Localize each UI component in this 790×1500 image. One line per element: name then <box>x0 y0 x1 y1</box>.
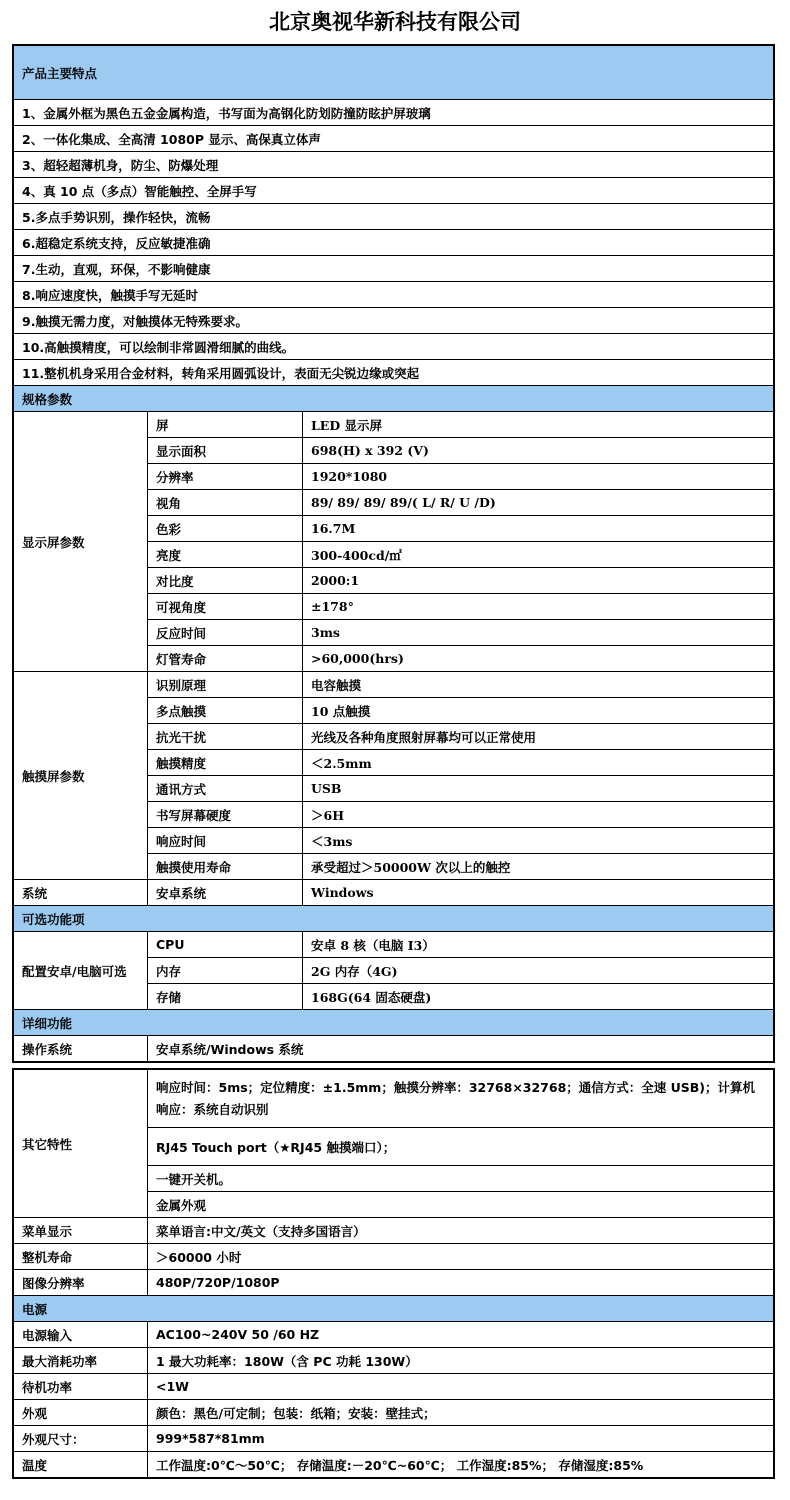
system-key: 安卓系统 <box>148 880 303 906</box>
spec-sheet <box>12 44 775 1063</box>
feature-item: 6.超稳定系统支持，反应敏捷准确 <box>14 230 774 256</box>
other-feature-item: 金属外观 <box>148 1192 774 1218</box>
other-features-group-label: 其它特性 <box>14 1070 148 1218</box>
optional-config-value: 安卓 8 核（电脑 I3） <box>303 932 774 958</box>
display-param-row <box>14 412 774 438</box>
feature-row <box>14 152 774 178</box>
section-power-heading: 电源 <box>14 1296 774 1322</box>
detail-row <box>14 1244 774 1270</box>
touch-param-key: 触摸使用寿命 <box>148 854 303 880</box>
os-key: 操作系统 <box>14 1036 148 1062</box>
feature-row <box>14 334 774 360</box>
feature-row <box>14 308 774 334</box>
detail-value: 480P/720P/1080P <box>148 1270 774 1296</box>
power-value: <1W <box>148 1374 774 1400</box>
touch-param-value: ＜3ms <box>303 828 774 854</box>
section-features-heading: 产品主要特点 <box>14 46 774 100</box>
power-value: 颜色：黑色/可定制；包装：纸箱；安装：壁挂式； <box>148 1400 774 1426</box>
display-param-value: 1920*1080 <box>303 464 774 490</box>
section-specs-heading: 规格参数 <box>14 386 774 412</box>
detail-row <box>14 1218 774 1244</box>
feature-item: 2、一体化集成、全高清 1080P 显示、高保真立体声 <box>14 126 774 152</box>
power-row <box>14 1426 774 1452</box>
power-row <box>14 1400 774 1426</box>
optional-config-group-label: 配置安卓/电脑可选 <box>14 932 148 1010</box>
feature-item: 1、金属外框为黑色五金金属构造，书写面为高钢化防划防撞防眩护屏玻璃 <box>14 100 774 126</box>
feature-row <box>14 100 774 126</box>
display-param-value: 300-400cd/㎡ <box>303 542 774 568</box>
feature-item: 5.多点手势识别，操作轻快，流畅 <box>14 204 774 230</box>
touch-param-key: 多点触摸 <box>148 698 303 724</box>
display-param-key: 屏 <box>148 412 303 438</box>
feature-row <box>14 282 774 308</box>
power-row <box>14 1348 774 1374</box>
feature-item: 9.触摸无需力度，对触摸体无特殊要求。 <box>14 308 774 334</box>
page-title: 北京奥视华新科技有限公司 <box>269 10 521 34</box>
other-feature-item: RJ45 Touch port（★RJ45 触摸端口）； <box>148 1128 774 1166</box>
other-feature-item: 一键开关机。 <box>148 1166 774 1192</box>
display-param-value: 2000:1 <box>303 568 774 594</box>
feature-row <box>14 204 774 230</box>
other-feature-item: 响应时间：5ms；定位精度：±1.5mm；触摸分辨率：32768×32768；通信方式：全速 USB)；计算机响应：系统自动识别 <box>148 1070 774 1128</box>
display-param-value: 89/ 89/ 89/ 89/( L/ R/ U /D) <box>303 490 774 516</box>
display-param-value: >60,000(hrs) <box>303 646 774 672</box>
power-row <box>14 1322 774 1348</box>
power-key: 外观 <box>14 1400 148 1426</box>
display-param-value: 698(H) x 392 (V) <box>303 438 774 464</box>
system-group-label: 系统 <box>14 880 148 906</box>
display-param-value: 16.7M <box>303 516 774 542</box>
touch-param-value: ＜2.5mm <box>303 750 774 776</box>
detail-key: 图像分辨率 <box>14 1270 148 1296</box>
display-param-key: 视角 <box>148 490 303 516</box>
display-param-key: 反应时间 <box>148 620 303 646</box>
touch-param-group-label: 触摸屏参数 <box>14 672 148 880</box>
optional-config-value: 2G 内存（4G) <box>303 958 774 984</box>
feature-item: 8.响应速度快，触摸手写无延时 <box>14 282 774 308</box>
display-param-key: 分辨率 <box>148 464 303 490</box>
power-value: 999*587*81mm <box>148 1426 774 1452</box>
feature-row <box>14 360 774 386</box>
detail-key: 菜单显示 <box>14 1218 148 1244</box>
touch-param-key: 抗光干扰 <box>148 724 303 750</box>
display-param-value: 3ms <box>303 620 774 646</box>
feature-item: 4、真 10 点（多点）智能触控、全屏手写 <box>14 178 774 204</box>
optional-config-key: 存储 <box>148 984 303 1010</box>
display-param-group-label: 显示屏参数 <box>14 412 148 672</box>
display-param-value: ±178° <box>303 594 774 620</box>
touch-param-key: 识别原理 <box>148 672 303 698</box>
touch-param-key: 书写屏幕硬度 <box>148 802 303 828</box>
power-key: 温度 <box>14 1452 148 1478</box>
touch-param-value: 电容触摸 <box>303 672 774 698</box>
display-param-key: 亮度 <box>148 542 303 568</box>
power-key: 待机功率 <box>14 1374 148 1400</box>
system-value: Windows <box>303 880 774 906</box>
power-value: 1 最大功耗率：180W（含 PC 功耗 130W） <box>148 1348 774 1374</box>
display-param-key: 灯管寿命 <box>148 646 303 672</box>
touch-param-row <box>14 672 774 698</box>
touch-param-key: 响应时间 <box>148 828 303 854</box>
feature-row <box>14 230 774 256</box>
display-param-value: LED 显示屏 <box>303 412 774 438</box>
power-value: AC100~240V 50 /60 HZ <box>148 1322 774 1348</box>
power-key: 电源输入 <box>14 1322 148 1348</box>
optional-config-key: CPU <box>148 932 303 958</box>
detail-key: 整机寿命 <box>14 1244 148 1270</box>
touch-param-value: USB <box>303 776 774 802</box>
touch-param-value: 10 点触摸 <box>303 698 774 724</box>
optional-config-value: 168G(64 固态硬盘) <box>303 984 774 1010</box>
feature-item: 10.高触摸精度，可以绘制非常圆滑细腻的曲线。 <box>14 334 774 360</box>
optional-config-key: 内存 <box>148 958 303 984</box>
detail-value: ＞60000 小时 <box>148 1244 774 1270</box>
feature-row <box>14 126 774 152</box>
section-details-heading: 详细功能 <box>14 1010 774 1036</box>
display-param-key: 可视角度 <box>148 594 303 620</box>
touch-param-key: 通讯方式 <box>148 776 303 802</box>
feature-row <box>14 256 774 282</box>
spec-sheet-continued <box>12 1068 775 1479</box>
power-row <box>14 1374 774 1400</box>
feature-item: 7.生动，直观，环保，不影响健康 <box>14 256 774 282</box>
feature-row <box>14 178 774 204</box>
section-optional-heading: 可选功能项 <box>14 906 774 932</box>
touch-param-key: 触摸精度 <box>148 750 303 776</box>
feature-item: 3、超轻超薄机身，防尘、防爆处理 <box>14 152 774 178</box>
touch-param-value: 承受超过＞50000W 次以上的触控 <box>303 854 774 880</box>
feature-item: 11.整机机身采用合金材料，转角采用圆弧设计，表面无尖锐边缘或突起 <box>14 360 774 386</box>
optional-config-row <box>14 932 774 958</box>
display-param-key: 色彩 <box>148 516 303 542</box>
touch-param-value: 光线及各种角度照射屏幕均可以正常使用 <box>303 724 774 750</box>
power-key: 最大消耗功率 <box>14 1348 148 1374</box>
power-key: 外观尺寸： <box>14 1426 148 1452</box>
detail-row <box>14 1270 774 1296</box>
display-param-key: 对比度 <box>148 568 303 594</box>
display-param-key: 显示面积 <box>148 438 303 464</box>
touch-param-value: ＞6H <box>303 802 774 828</box>
power-row <box>14 1452 774 1478</box>
detail-value: 菜单语言:中文/英文（支持多国语言） <box>148 1218 774 1244</box>
os-value: 安卓系统/Windows 系统 <box>148 1036 774 1062</box>
power-value: 工作温度:0℃～50℃； 存储温度:－20℃~60℃； 工作湿度:85%； 存储湿度:85% <box>148 1452 774 1478</box>
